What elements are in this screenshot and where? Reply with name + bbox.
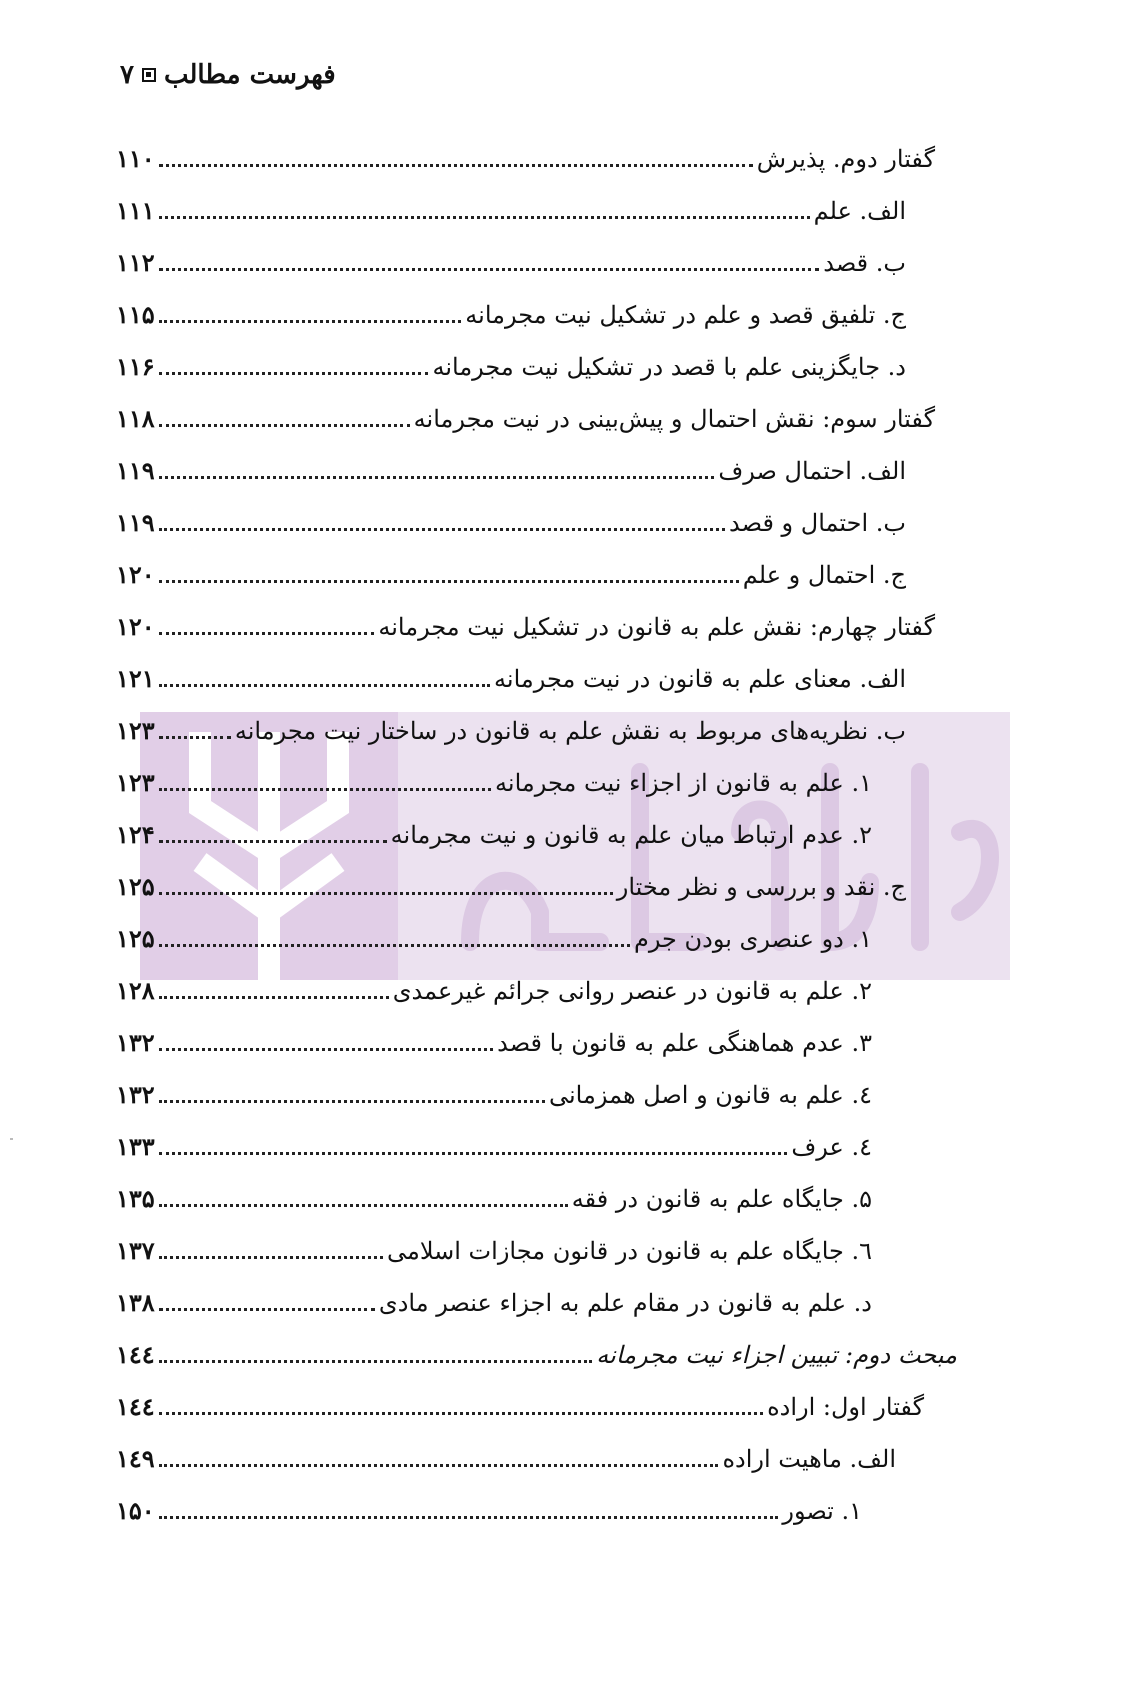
toc-entry-page: ۱۱۲ bbox=[116, 248, 155, 277]
toc-entry bbox=[116, 446, 906, 486]
toc-entry-page: ۱٤٤ bbox=[116, 1392, 155, 1421]
toc-entry bbox=[116, 1070, 872, 1110]
toc-entry-title: الف. معنای علم به قانون در نیت مجرمانه bbox=[494, 665, 906, 693]
dot-leader bbox=[159, 1464, 719, 1467]
dot-leader bbox=[159, 580, 739, 583]
toc-entry-title: ب. احتمال و قصد bbox=[729, 509, 906, 537]
dot-leader bbox=[159, 840, 387, 843]
dot-leader bbox=[159, 892, 613, 895]
toc-entry-page: ۱۳۵ bbox=[116, 1184, 155, 1213]
toc-entry bbox=[116, 1018, 872, 1058]
dot-leader bbox=[159, 1048, 493, 1051]
dot-leader bbox=[159, 528, 725, 531]
dot-leader bbox=[159, 1152, 788, 1155]
dot-leader bbox=[159, 1256, 383, 1259]
scan-speck bbox=[10, 1138, 13, 1140]
toc-entry-page: ۱۲۰ bbox=[116, 560, 155, 589]
toc-entry-title: د. جایگزینی علم با قصد در تشکیل نیت مجرمانه bbox=[432, 353, 906, 381]
header-title: فهرست مطالب bbox=[163, 60, 336, 90]
toc-entry bbox=[116, 654, 906, 694]
toc-entry-title: ج. تلفیق قصد و علم در تشکیل نیت مجرمانه bbox=[465, 301, 906, 329]
dot-leader bbox=[159, 684, 490, 687]
toc-entry bbox=[116, 758, 872, 798]
toc-entry-title: ۲. علم به قانون در عنصر روانی جرائم غیرعمدی bbox=[392, 977, 872, 1005]
toc-entry-page: ۱۳۲ bbox=[116, 1028, 155, 1057]
toc-entry-page: ۱۱۱ bbox=[116, 196, 155, 225]
toc-entry-title: گفتار دوم. پذیرش bbox=[756, 145, 935, 173]
toc-entry-page: ۱۱۹ bbox=[116, 456, 155, 485]
toc-entry-page: ۱۱۰ bbox=[116, 144, 155, 173]
toc-entry bbox=[116, 238, 906, 278]
toc-entry-title: گفتار اول: اراده bbox=[767, 1393, 924, 1421]
toc-entry-title: ب. قصد bbox=[823, 249, 906, 277]
toc-entry bbox=[116, 810, 872, 850]
toc-entry-title: مبحث دوم: تبیین اجزاء نیت مجرمانه bbox=[596, 1341, 957, 1369]
toc-entry-title: ۱. دو عنصری بودن جرم bbox=[633, 925, 872, 953]
toc-entry-page: ۱۲۵ bbox=[116, 924, 155, 953]
toc-entry-page: ۱۳۳ bbox=[116, 1132, 155, 1161]
dot-leader bbox=[159, 944, 630, 947]
dot-leader bbox=[159, 1516, 779, 1519]
toc-entry-title: ۳. عدم هماهنگی علم به قانون با قصد bbox=[497, 1029, 872, 1057]
toc-entry-title: ۱. تصور bbox=[782, 1497, 862, 1525]
toc-entry-page: ۱۲۴ bbox=[116, 820, 155, 849]
header-page-number: ۷ bbox=[120, 60, 134, 90]
toc-entry bbox=[116, 706, 906, 746]
toc-entry-page: ۱۲۱ bbox=[116, 664, 155, 693]
toc-entry-page: ۱۵۰ bbox=[116, 1496, 155, 1525]
toc-entry bbox=[116, 1330, 957, 1370]
toc-entry bbox=[116, 1278, 872, 1318]
toc-entry-title: ج. نقد و بررسی و نظر مختار bbox=[616, 873, 906, 901]
toc-entry bbox=[116, 550, 906, 590]
toc-entry bbox=[116, 602, 935, 642]
toc-entry bbox=[116, 1226, 872, 1266]
dot-leader bbox=[159, 424, 410, 427]
toc-entry-title: گفتار سوم: نقش احتمال و پیش‌بینی در نیت مجرمانه bbox=[413, 405, 935, 433]
toc-entry-page: ۱۲۳ bbox=[116, 768, 155, 797]
dot-leader bbox=[159, 996, 389, 999]
toc-entry-page: ۱۳۸ bbox=[116, 1288, 155, 1317]
toc-entry-title: الف. علم bbox=[813, 197, 906, 225]
dot-leader bbox=[159, 632, 375, 635]
dot-leader bbox=[159, 164, 753, 167]
dot-leader bbox=[159, 268, 820, 271]
dot-leader bbox=[159, 476, 715, 479]
toc-entry bbox=[116, 862, 906, 902]
toc-entry-title: الف. احتمال صرف bbox=[718, 457, 906, 485]
toc-entry-title: ۲. عدم ارتباط میان علم به قانون و نیت مجرمانه bbox=[390, 821, 872, 849]
toc-entry-page: ۱۱۶ bbox=[116, 352, 155, 381]
toc-entry-page: ۱۳۲ bbox=[116, 1080, 155, 1109]
toc-entry bbox=[116, 134, 935, 174]
toc-entry-title: ٦. جایگاه علم به قانون در قانون مجازات اسلامی bbox=[386, 1237, 872, 1265]
toc-entry-title: ٤. عرف bbox=[791, 1133, 872, 1161]
dot-leader bbox=[159, 216, 810, 219]
toc-entry bbox=[116, 914, 872, 954]
toc-entry-page: ۱۱۸ bbox=[116, 404, 155, 433]
toc-entry bbox=[116, 1486, 862, 1526]
toc-entry-title: گفتار چهارم: نقش علم به قانون در تشکیل نیت مجرمانه bbox=[378, 613, 935, 641]
toc-entry-title: ٤. علم به قانون و اصل همزمانی bbox=[548, 1081, 872, 1109]
toc-entry-title: ۵. جایگاه علم به قانون در فقه bbox=[571, 1185, 872, 1213]
toc-entry-title: ب. نظریه‌های مربوط به نقش علم به قانون در ساختار نیت مجرمانه bbox=[234, 717, 906, 745]
toc-entry bbox=[116, 342, 906, 382]
dot-leader bbox=[159, 372, 429, 375]
dot-leader bbox=[159, 788, 491, 791]
toc-entry bbox=[116, 290, 906, 330]
toc-entry-page: ۱۲۰ bbox=[116, 612, 155, 641]
toc-entry-page: ۱۳۷ bbox=[116, 1236, 155, 1265]
toc-entry-title: ج. احتمال و علم bbox=[742, 561, 906, 589]
toc-entry-title: الف. ماهیت اراده bbox=[722, 1445, 896, 1473]
toc-entry-page: ۱۲۸ bbox=[116, 976, 155, 1005]
toc-entry bbox=[116, 1174, 872, 1214]
toc-entry-title: ۱. علم به قانون از اجزاء نیت مجرمانه bbox=[495, 769, 872, 797]
toc-entry bbox=[116, 1434, 896, 1474]
dot-leader bbox=[159, 1412, 763, 1415]
toc-entry bbox=[116, 394, 935, 434]
toc-entry-page: ۱۱۹ bbox=[116, 508, 155, 537]
toc-entry bbox=[116, 186, 906, 226]
toc-entry-title: د. علم به قانون در مقام علم به اجزاء عنصر مادی bbox=[378, 1289, 872, 1317]
toc-entry bbox=[116, 1382, 924, 1422]
toc-entry-page: ۱۲۵ bbox=[116, 872, 155, 901]
dot-leader bbox=[159, 1308, 375, 1311]
dot-leader bbox=[159, 1204, 568, 1207]
toc-entry-page: ۱۲۳ bbox=[116, 716, 155, 745]
dot-leader bbox=[159, 1100, 545, 1103]
toc-entry-page: ۱٤٤ bbox=[116, 1340, 155, 1369]
running-header bbox=[120, 60, 336, 90]
toc-entry bbox=[116, 966, 872, 1006]
boxed-square-icon bbox=[142, 68, 156, 82]
dot-leader bbox=[159, 736, 231, 739]
toc-entry-page: ۱۱۵ bbox=[116, 300, 155, 329]
toc-entry bbox=[116, 498, 906, 538]
dot-leader bbox=[159, 320, 462, 323]
toc-entry-page: ۱٤۹ bbox=[116, 1444, 155, 1473]
toc-entry bbox=[116, 1122, 872, 1162]
dot-leader bbox=[159, 1360, 593, 1363]
